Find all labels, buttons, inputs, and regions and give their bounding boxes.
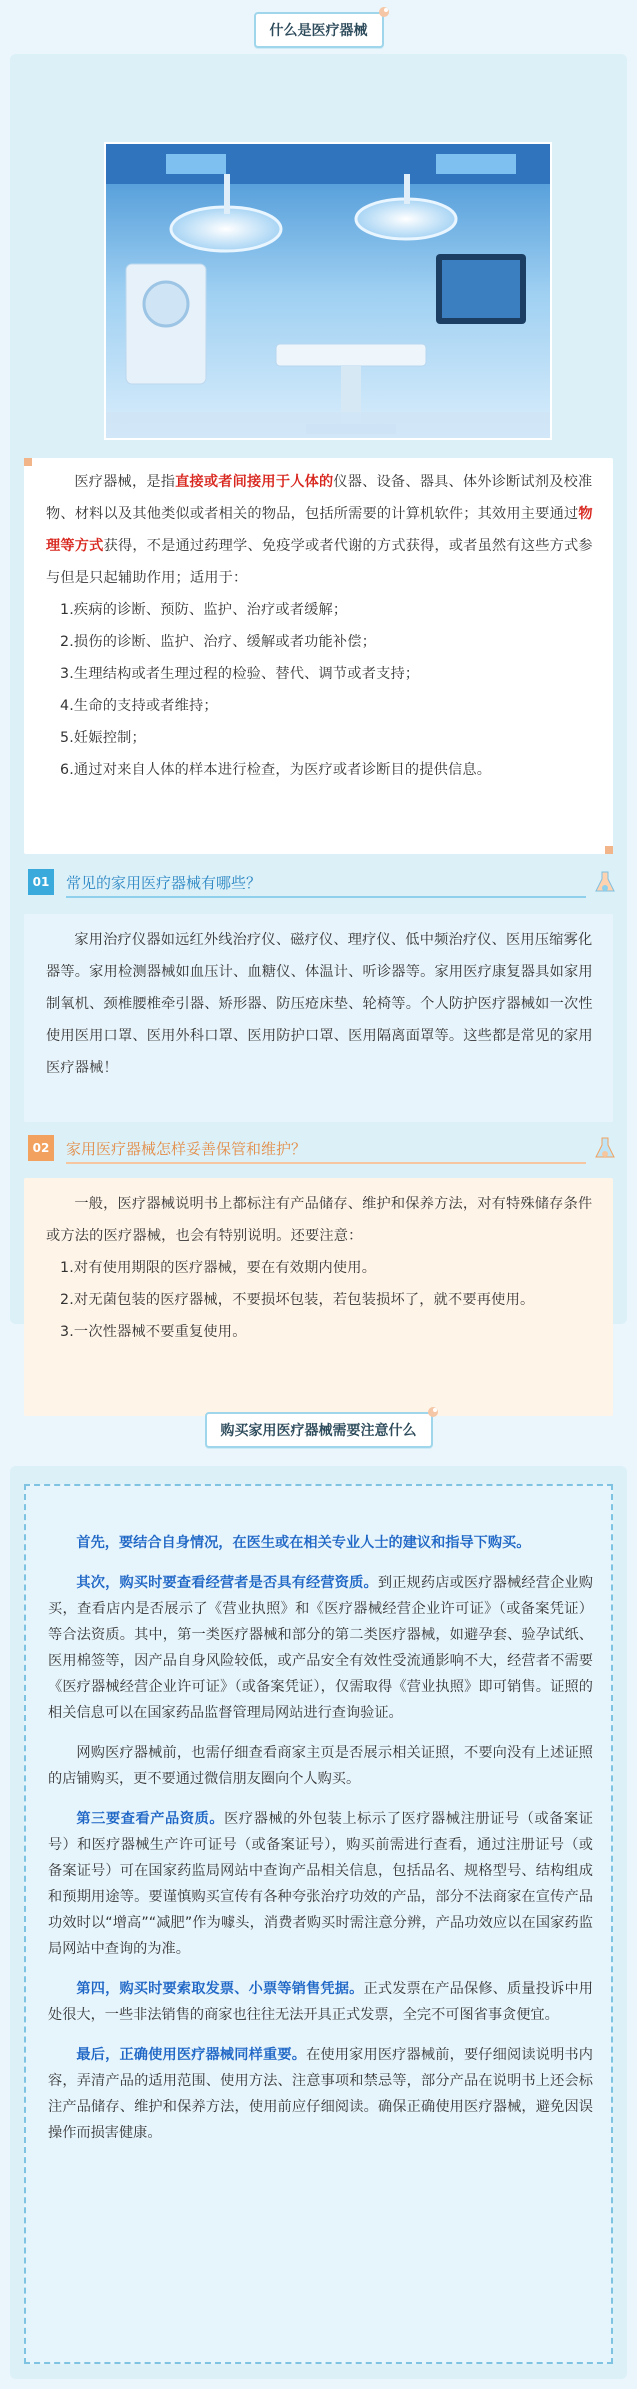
definition-paragraph [46, 466, 599, 594]
def-text-highlight-1: 直接或者间接用于人体的 [175, 474, 334, 490]
section-underline [66, 896, 586, 898]
tip-4-lead: 第四，购买时要索取发票、小票等销售凭据。 [76, 1981, 364, 1997]
list-item: 2.损伤的诊断、监护、治疗、缓解或者功能补偿； [60, 634, 377, 650]
section-number-badge: 02 [28, 1135, 54, 1161]
corner-decor-top-left [24, 458, 32, 466]
home-devices-paragraph: 家用治疗仪器如远红外线治疗仪、磁疗仪、理疗仪、低中频治疗仪、医用压缩雾化器等。家用检测器械如血压计、血糖仪、体温计、听诊器等。家用医疗康复器具如家用制氧机、颈椎腰椎牵引器、矫形器、防压疮床垫、轮椅等。个人防护医疗器械如一次性使用医用口罩、医用外科口罩、医用防护口罩、医用隔离面罩等。这些都是常见的家用医疗器械！ [46, 932, 593, 1076]
section-title-what-is [254, 12, 384, 48]
def-text-e: 获得，不是通过药理学、免疫学或者代谢的方式获得，或者虽然有这些方式参与但是只起辅助作用；适用于： [46, 538, 593, 586]
list-item: 3.生理结构或者生理过程的检验、替代、调节或者支持； [60, 666, 420, 682]
list-item: 5.妊娠控制； [60, 730, 146, 746]
def-text-highlight-2: 物理等方式 [46, 506, 593, 554]
operating-room-photo [104, 142, 552, 440]
tip-5-lead: 最后，正确使用医疗器械同样重要。 [76, 2047, 307, 2063]
section-title-text: 购买家用医疗器械需要注意什么 [220, 1423, 417, 1439]
section-header-01 [28, 866, 626, 898]
flask-icon [594, 870, 616, 894]
tip-3 [48, 1806, 593, 1962]
storage-intro: 一般，医疗器械说明书上都标注有产品储存、维护和保养方法，对有特殊储存条件或方法的医疗器械，也会有特别说明。还要注意： [46, 1196, 593, 1244]
list-item: 4.生命的支持或者维持； [60, 698, 218, 714]
section-panel-buying [10, 1466, 627, 2379]
section-title-text: 什么是医疗器械 [269, 23, 368, 39]
flask-icon [594, 1136, 616, 1160]
tip-5-body: 在使用家用医疗器械前，要仔细阅读说明书内容，弄清产品的适用范围、使用方法、注意事项和禁忌等，部分产品在说明书上还会标注产品储存、维护和保养方法，使用前应仔细阅读。确保正确使用医疗器械，避免因误操作而损害健康。 [48, 2047, 593, 2141]
buying-tips-box [24, 1484, 613, 2364]
decor-dot-icon [377, 5, 391, 19]
section-underline [66, 1162, 586, 1164]
def-text-c: 仪器、设备、器具、体外诊断试剂及校准物、材料以及其他类似或者相关的物品，包括所需要的计算机软件；其效用主要通过 [46, 474, 593, 522]
storage-textbox [24, 1178, 613, 1416]
list-item: 2.对无菌包装的医疗器械，不要损坏包装，若包装损坏了，就不要再使用。 [60, 1292, 535, 1308]
section-heading: 家用医疗器械怎样妥善保管和维护？ [66, 1140, 307, 1158]
tip-1: 首先，要结合自身情况，在医生或在相关专业人士的建议和指导下购买。 [76, 1535, 531, 1551]
list-item: 6.通过对来自人体的样本进行检查，为医疗或者诊断目的提供信息。 [60, 762, 492, 778]
tip-4 [48, 1976, 593, 2028]
list-item: 1.对有使用期限的医疗器械，要在有效期内使用。 [60, 1260, 377, 1276]
operating-room-illustration [106, 144, 552, 440]
definition-textbox [24, 458, 613, 854]
section-header-02 [28, 1132, 626, 1164]
tip-3-body: 医疗器械的外包装上标示了医疗器械注册证号（或备案证号）和医疗器械生产许可证号（或备案证号），购买前需进行查看，通过注册证号（或备案证号）可在国家药监局网站中查询产品相关信息，包括品名、规格型号、结构组成和预期用途等。要谨慎购买宣传有各种夸张治疗功效的产品，部分不法商家在宣传产品功效时以“增高”“减肥”作为噱头，消费者购买时需注意分辨，产品功效应以在国家药监局网站中查询的为准。 [48, 1811, 593, 1957]
list-item: 1.疾病的诊断、预防、监护、治疗或者缓解； [60, 602, 348, 618]
section-title-buying [205, 1412, 433, 1448]
tip-2-lead: 其次，购买时要查看经营者是否具有经营资质。 [76, 1575, 378, 1591]
tip-2-body: 到正规药店或医疗器械经营企业购买，查看店内是否展示了《营业执照》和《医疗器械经营企业许可证》（或备案凭证）等合法资质。其中，第一类医疗器械和部分的第二类医疗器械，如避孕套、验孕试纸、医用棉签等，因产品自身风险较低，或产品安全有效性受流通影响不大，经营者不需要《医疗器械经营企业许可证》（或备案凭证），仅需取得《营业执照》即可销售。证照的相关信息可以在国家药品监督管理局网站进行查询验证。 [48, 1575, 593, 1721]
decor-dot-icon [426, 1405, 440, 1419]
tip-online: 网购医疗器械前，也需仔细查看商家主页是否展示相关证照，不要向没有上述证照的店铺购买，更不要通过微信朋友圈向个人购买。 [48, 1745, 593, 1787]
list-item: 3.一次性器械不要重复使用。 [60, 1324, 247, 1340]
home-devices-textbox [24, 914, 613, 1122]
def-text-a: 医疗器械，是指 [74, 474, 176, 490]
tip-4-body: 正式发票在产品保修、质量投诉中用处很大，一些非法销售的商家也往往无法开具正式发票，全完不可图省事贪便宜。 [48, 1981, 593, 2023]
section-heading: 常见的家用医疗器械有哪些？ [66, 874, 262, 892]
section-number-badge: 01 [28, 869, 54, 895]
section-panel-main [10, 54, 627, 1340]
tip-2 [48, 1570, 593, 1726]
corner-decor-bottom-right [605, 846, 613, 854]
tip-5 [48, 2042, 593, 2146]
tip-3-lead: 第三要查看产品资质。 [76, 1811, 225, 1827]
